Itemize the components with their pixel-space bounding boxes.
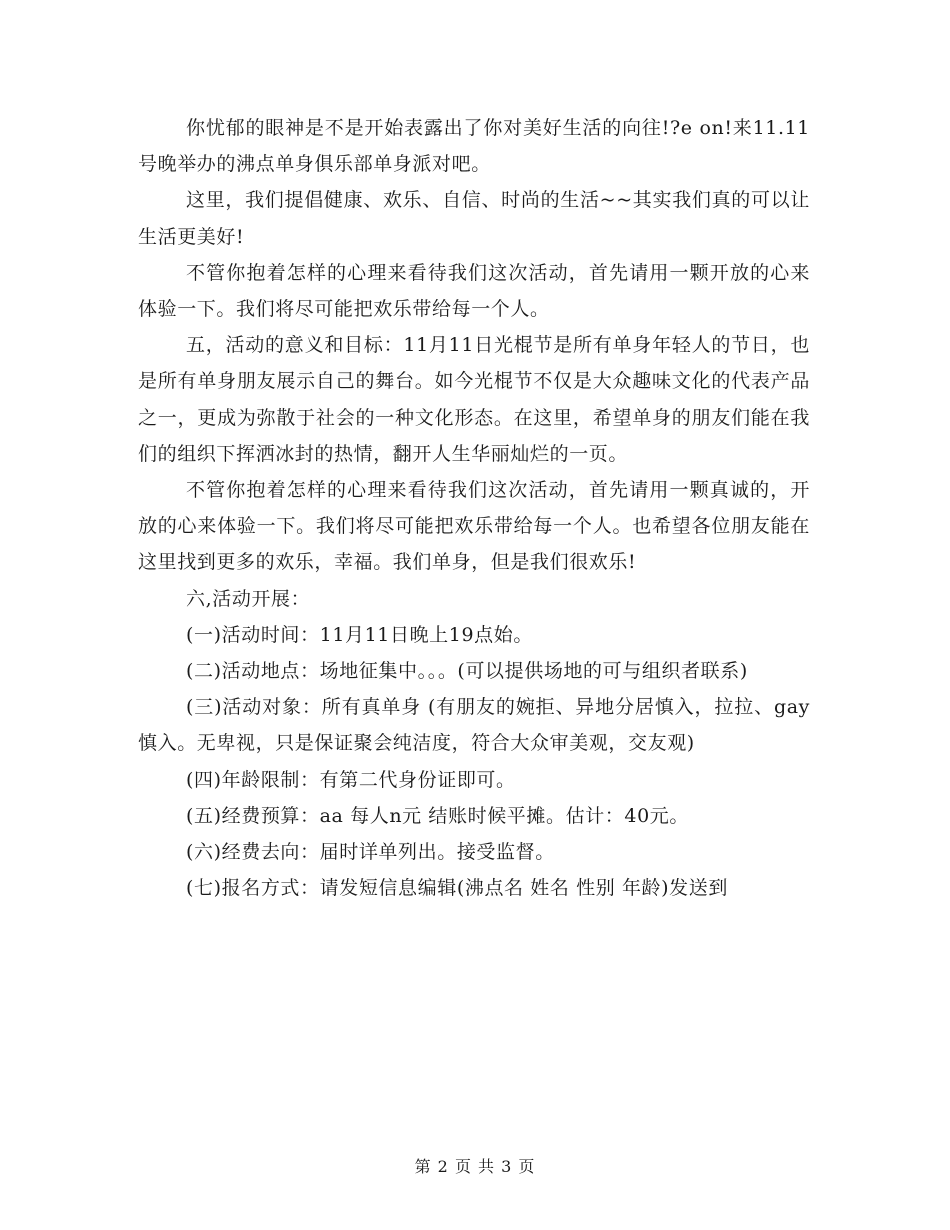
list-item-time: (一)活动时间：11月11日晚上19点始。 — [186, 623, 533, 646]
list-item-budget: (五)经费预算：aa 每人n元 结账时候平摊。估计：40元。 — [186, 804, 689, 827]
paragraph-4: 五，活动的意义和目标：11月11日光棍节是所有单身年轻人的节日，也是所有单身朋友展示自己的舞台。如今光棍节不仅是大众趣味文化的代表产品之一，更成为弥散于社会的一种文化形态。在这里，希望单身的朋友们能在我们的组织下挥洒冰封的热情，翻开人生华丽灿烂的一页。 — [138, 334, 810, 465]
paragraph-3: 不管你抱着怎样的心理来看待我们这次活动，首先请用一颗开放的心来体验一下。我们将尽可能把欢乐带给每一个人。 — [138, 261, 810, 321]
list-item-location: (二)活动地点：场地征集中。。。(可以提供场地的可与组织者联系) — [186, 660, 748, 683]
list-item-age: (四)年龄限制：有第二代身份证即可。 — [186, 768, 516, 791]
paragraph-5: 不管你抱着怎样的心理来看待我们这次活动，首先请用一颗真诚的，开放的心来体验一下。我们将尽可能把欢乐带给每一个人。也希望各位朋友能在这里找到更多的欢乐，幸福。我们单身，但是我们很欢乐! — [138, 479, 810, 574]
list-item-audience: (三)活动对象：所有真单身 (有朋友的婉拒、异地分居慎入，拉拉、gay慎入。无卑视，只是保证聚会纯洁度，符合大众审美观，交友观) — [138, 696, 810, 755]
paragraph-1: 你忧郁的眼神是不是开始表露出了你对美好生活的向往!?e on!来11.11号晚举办的沸点单身俱乐部单身派对吧。 — [138, 117, 810, 176]
page-number: 第 2 页 共 3 页 — [414, 1157, 536, 1176]
paragraph-2: 这里，我们提倡健康、欢乐、自信、时尚的生活~~其实我们真的可以让生活更美好! — [138, 189, 810, 248]
section-heading-activity: 六,活动开展： — [186, 587, 311, 610]
document-body — [138, 110, 810, 906]
page-footer — [0, 1154, 950, 1177]
list-item-expense: (六)经费去向：届时详单列出。接受监督。 — [186, 841, 555, 864]
list-item-registration: (七)报名方式：请发短信息编辑(沸点名 姓名 性别 年龄)发送到 — [186, 877, 728, 900]
